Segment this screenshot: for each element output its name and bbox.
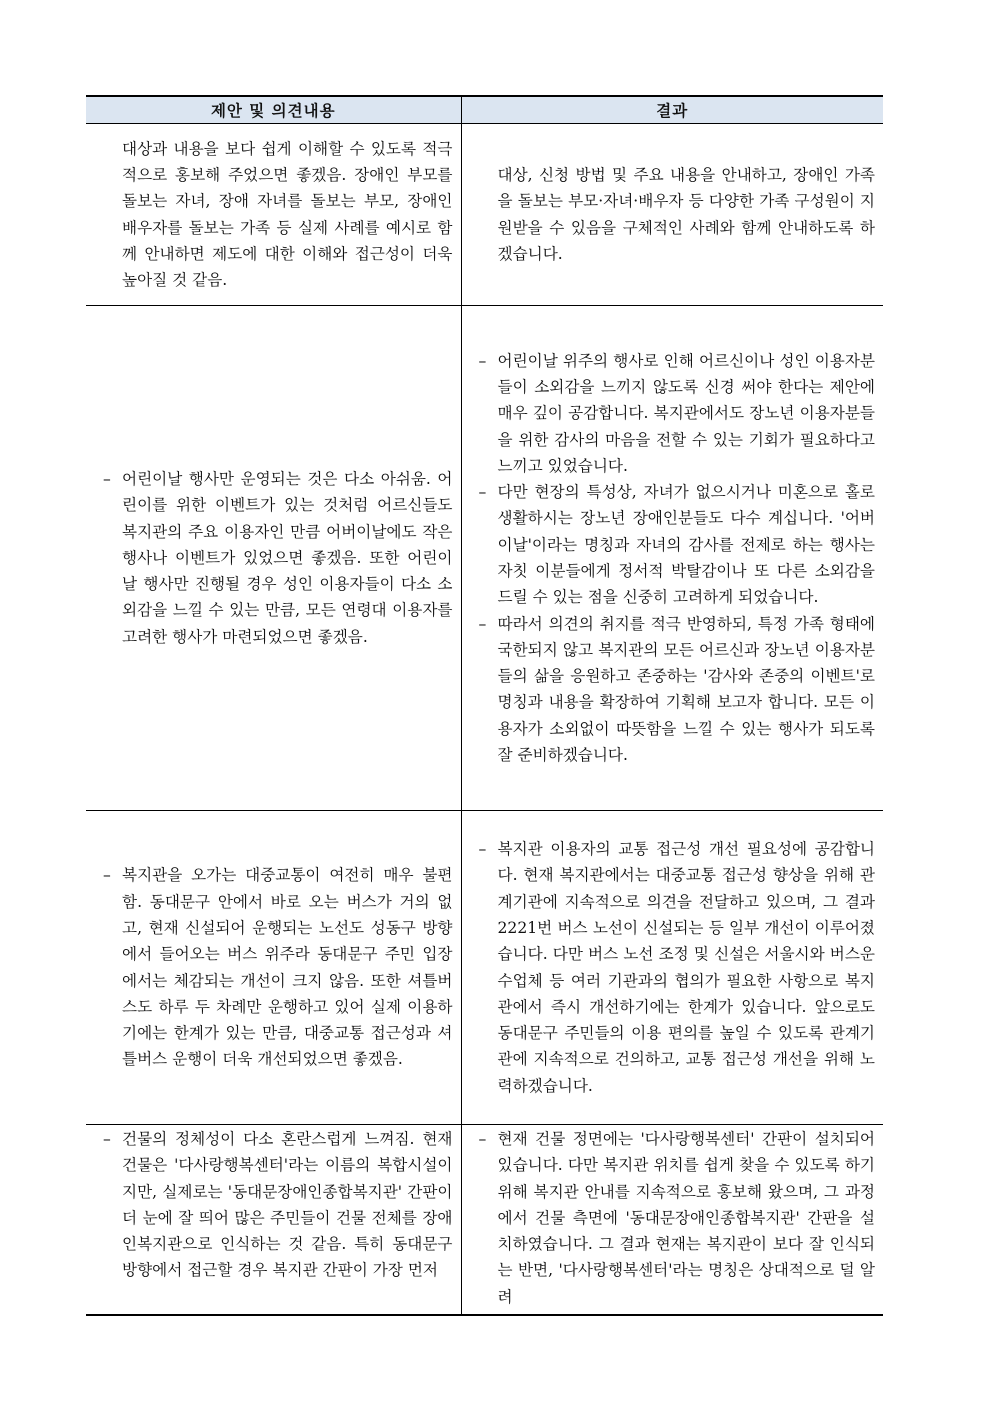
result-text: 어린이날 위주의 행사로 인해 어르신이나 성인 이용자분들이 소외감을 느끼지 않도록 신경 써야 한다는 제안에 매우 깊이 공감합니다. 복지관에서도 장노년 이용자분들을 위한 감사의 마음을 전할 수 있는 기회가 필요하다고 느끼고 있었습니다.	[497, 351, 875, 475]
dash-marker: –	[478, 614, 487, 633]
result-text: 복지관 이용자의 교통 접근성 개선 필요성에 공감합니다. 현재 복지관에서는 대중교통 접근성 향상을 위해 관계기관에 지속적으로 의견을 전달하고 있으며, 그 결과 2221번 버스 노선이 신설되는 등 일부 개선이 이루어졌습니다. 다만 버스 노선 조정 및 신설은 서울시와 버스운수업체 등 여러 기관과의 협의가 필요한 사항으로 복지관에서 즉시 개선하기에는 한계가 있습니다. 앞으로도 동대문구 주민들의 이용 편의를 높일 수 있도록 관계기관에 지속적으로 건의하고, 교통 접근성 개선을 위해 노력하겠습니다.	[497, 840, 875, 1095]
proposal-text: 건물의 정체성이 다소 혼란스럽게 느껴짐. 현재 건물은 '다사랑행복센터'라는 이름의 복합시설이지만, 실제로는 '동대문장애인종합복지관' 간판이 더 눈에 잘 띄어 많은 주민들이 건물 전체를 장애인복지관으로 인식하는 것 같음. 특히 동대문구 방향에서 접근할 경우 복지관 간판이 가장 먼저	[122, 1130, 453, 1280]
table-header-row	[86, 96, 883, 124]
result-cell	[461, 811, 883, 1125]
table-row	[86, 811, 883, 1125]
proposal-item	[94, 1126, 453, 1284]
dash-marker: –	[103, 469, 111, 488]
proposal-cell	[86, 1125, 461, 1316]
dash-marker: –	[478, 483, 487, 502]
proposal-text: 어린이날 행사만 운영되는 것은 다소 아쉬움. 어린이를 위한 이벤트가 있는 것처럼 어르신들도 복지관의 주요 이용자인 만큼 어버이날에도 작은 행사나 이벤트가 있었으면 좋겠음. 또한 어린이날 행사만 진행될 경우 성인 이용자들이 다소 소외감을 느낄 수 있는 만큼, 모든 연령대 이용자를 고려한 행사가 마련되었으면 좋겠음.	[122, 469, 453, 646]
table-row	[86, 124, 883, 306]
proposal-item	[94, 466, 453, 650]
proposal-item	[94, 862, 453, 1072]
result-cell	[461, 124, 883, 306]
dash-marker: –	[478, 1130, 487, 1148]
dash-marker: –	[478, 351, 487, 370]
table-row	[86, 306, 883, 811]
result-item	[470, 611, 876, 769]
result-cell	[461, 1125, 883, 1316]
result-text: 현재 건물 정면에는 '다사랑행복센터' 간판이 설치되어 있습니다. 다만 복지관 위치를 쉽게 찾을 수 있도록 하기 위해 복지관 안내를 지속적으로 홍보해 왔으며, 그 과정에서 건물 측면에 '동대문장애인종합복지관' 간판을 설치하였습니다. 그 결과 현재는 복지관이 보다 잘 인식되는 반면, '다사랑행복센터'라는 명칭은 상대적으로 덜 알려	[497, 1130, 875, 1306]
dash-marker: –	[478, 840, 487, 859]
header-proposal: 제안 및 의견내용	[86, 96, 461, 124]
result-text: 다만 현장의 특성상, 자녀가 없으시거나 미혼으로 홀로 생활하시는 장노년 장애인분들도 다수 계십니다. '어버이날'이라는 명칭과 자녀의 감사를 전제로 하는 행사는 자칫 이분들에게 정서적 박탈감이나 또 다른 소외감을 드릴 수 있는 점을 신중히 고려하게 되었습니다.	[497, 483, 875, 607]
result-text: 따라서 의견의 취지를 적극 반영하되, 특정 가족 형태에 국한되지 않고 복지관의 모든 어르신과 장노년 이용자분들의 삶을 응원하고 존중하는 '감사와 존중의 이벤트'로 명칭과 내용을 확장하여 기획해 보고자 합니다. 모든 이용자가 소외없이 따뜻함을 느낄 수 있는 행사가 되도록 잘 준비하겠습니다.	[497, 614, 875, 765]
dash-marker: –	[103, 1130, 111, 1148]
proposal-result-table	[86, 95, 883, 1316]
result-item	[470, 1126, 876, 1310]
header-result: 결과	[461, 96, 883, 124]
dash-marker: –	[103, 866, 111, 885]
result-item	[470, 348, 876, 479]
table-row	[86, 1125, 883, 1316]
proposal-cell	[86, 306, 461, 811]
result-cell	[461, 306, 883, 811]
proposal-text: 복지관을 오가는 대중교통이 여전히 매우 불편함. 동대문구 안에서 바로 오는 버스가 거의 없고, 현재 신설되어 운행되는 노선도 성동구 방향에서 들어오는 버스 위주라 동대문구 주민 입장에서는 체감되는 개선이 크지 않음. 또한 셔틀버스도 하루 두 차례만 운행하고 있어 실제 이용하기에는 한계가 있는 만큼, 대중교통 접근성과 셔틀버스 운행이 더욱 개선되었으면 좋겠음.	[122, 866, 453, 1069]
result-item	[470, 479, 876, 610]
result-text: 대상, 신청 방법 및 주요 내용을 안내하고, 장애인 가족을 돌보는 부모·자녀·배우자 등 다양한 가족 구성원이 지원받을 수 있음을 구체적인 사례와 함께 안내하도록 하겠습니다.	[497, 165, 875, 263]
proposal-text: 대상과 내용을 보다 쉽게 이해할 수 있도록 적극적으로 홍보해 주었으면 좋겠음. 장애인 부모를 돌보는 자녀, 장애 자녀를 돌보는 부모, 장애인 배우자를 돌보는 가족 등 실제 사례를 예시로 함께 안내하면 제도에 대한 이해와 접근성이 더욱 높아질 것 같음.	[122, 139, 453, 290]
proposal-cell	[86, 124, 461, 306]
result-item	[470, 836, 876, 1099]
proposal-cell	[86, 811, 461, 1125]
